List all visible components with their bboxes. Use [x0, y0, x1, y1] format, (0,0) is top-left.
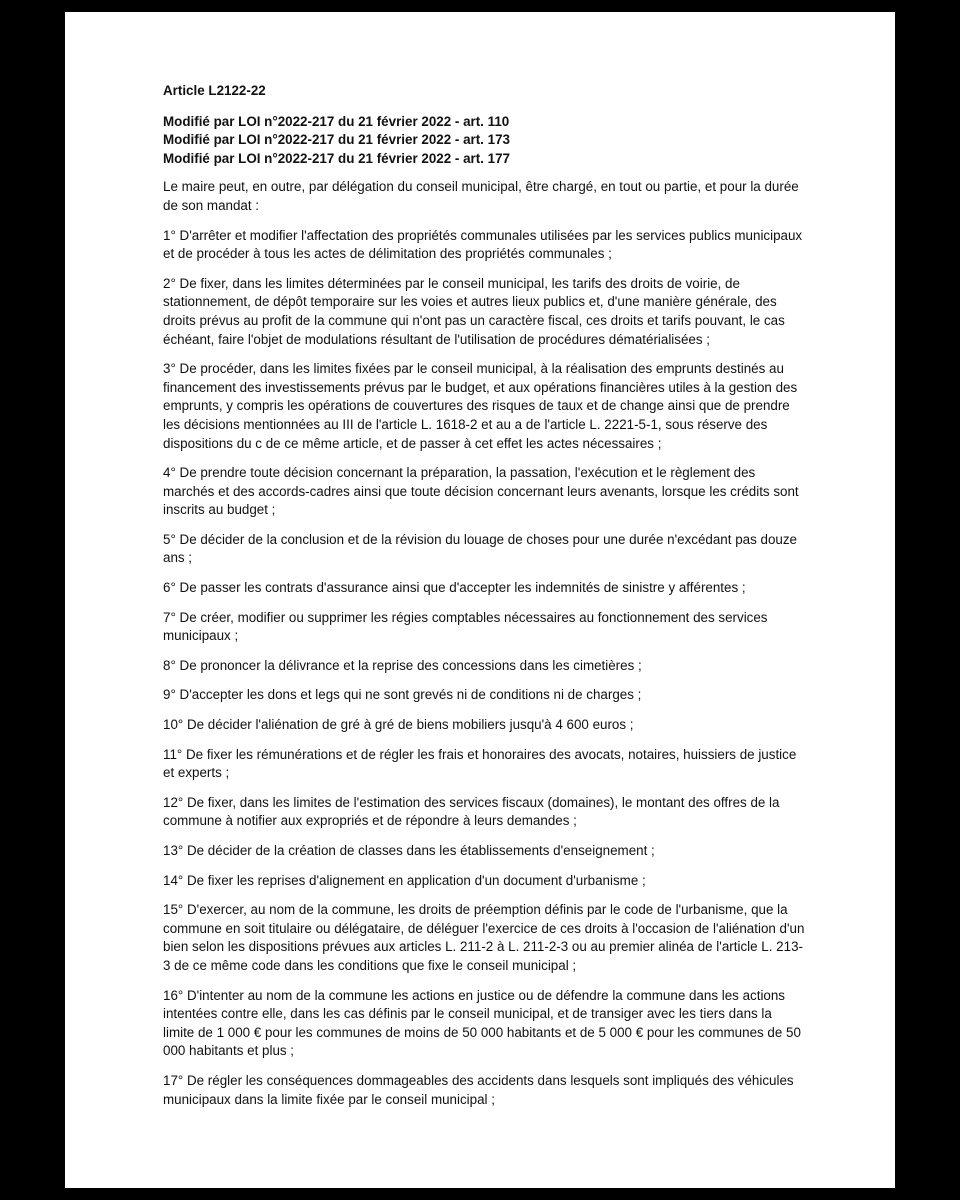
item-paragraph-14: 14° De fixer les reprises d'alignement en application d'un document d'urbanisme ; — [163, 872, 646, 888]
item-paragraph-10: 10° De décider l'aliénation de gré à gré de biens mobiliers jusqu'à 4 600 euros ; — [163, 717, 634, 733]
item-paragraph-6: 6° De passer les contrats d'assurance ainsi que d'accepter les indemnités de sinistre y afférentes ; — [163, 580, 746, 596]
item-paragraph-3: 3° De procéder, dans les limites fixées par le conseil municipal, à la réalisation des emprunts destinés au financement des investissements prévus par le budget, et aux opérations financières utiles à la gestion des emprunts, y compris les opérations de couvertures des risques de taux et de change ainsi que de prendre les décisions mentionnées au III de l'article L. 1618-2 et au a de l'article L. 2221-5-1, sous réserve des dispositions du c de ce même article, et de passer à cet effet les actes nécessaires ; — [163, 361, 798, 451]
intro-paragraph: Le maire peut, en outre, par délégation du conseil municipal, être chargé, en tout ou partie, et pour la durée de son mandat : — [163, 179, 799, 213]
article-title: Article L2122-22 — [163, 83, 266, 98]
modification-list — [163, 113, 805, 169]
item-paragraph-12: 12° De fixer, dans les limites de l'estimation des services fiscaux (domaines), le montant des offres de la commune à notifier aux expropriés et de répondre à leurs demandes ; — [163, 794, 780, 829]
item-paragraph-2: 2° De fixer, dans les limites déterminées par le conseil municipal, les tarifs des droits de voirie, de stationnement, de dépôt temporaire sur les voies et autres lieux publics et, d'une manière générale, des droits prévus au profit de la commune qui n'ont pas un caractère fiscal, ces droits et tarifs pouvant, le cas échéant, faire l'objet de modulations résultant de l'utilisation de procédures dématérialisées ; — [163, 275, 785, 347]
item-paragraph-13: 13° De décider de la création de classes dans les établissements d'enseignement ; — [163, 843, 655, 858]
item-paragraph-5: 5° De décider de la conclusion et de la révision du louage de choses pour une durée n'excédant pas douze ans ; — [163, 531, 797, 566]
modification-line: Modifié par LOI n°2022-217 du 21 février 2022 - art. 110 — [163, 113, 510, 129]
item-paragraph-9: 9° D'accepter les dons et legs qui ne sont grevés ni de conditions ni de charges ; — [163, 687, 642, 703]
modification-line: Modifié par LOI n°2022-217 du 21 février 2022 - art. 173 — [163, 132, 510, 148]
item-paragraph-17: 17° De régler les conséquences dommageables des accidents dans lesquels sont impliqués des véhicules municipaux dans la limite fixée par le conseil municipal ; — [163, 1072, 794, 1107]
document-content — [163, 82, 805, 1109]
item-paragraph-7: 7° De créer, modifier ou supprimer les régies comptables nécessaires au fonctionnement des services municipaux ; — [163, 609, 768, 644]
item-paragraph-1: 1° D'arrêter et modifier l'affectation des propriétés communales utilisées par les services publics municipaux et de procéder à tous les actes de délimitation des propriétés communales ; — [163, 227, 803, 262]
item-paragraph-8: 8° De prononcer la délivrance et la reprise des concessions dans les cimetières ; — [163, 657, 642, 673]
modification-line: Modifié par LOI n°2022-217 du 21 février 2022 - art. 177 — [163, 150, 510, 166]
item-paragraph-4: 4° De prendre toute décision concernant la préparation, la passation, l'exécution et le règlement des marchés et des accords-cadres ainsi que toute décision concernant leurs avenants, lorsque les crédits sont inscrits au budget ; — [163, 465, 799, 518]
document-page — [65, 12, 895, 1188]
item-paragraph-11: 11° De fixer les rémunérations et de régler les frais et honoraires des avocats, notaires, huissiers de justice et experts ; — [163, 746, 797, 781]
item-paragraph-16: 16° D'intenter au nom de la commune les actions en justice ou de défendre la commune dans les actions intentées contre elle, dans les cas définis par le conseil municipal, et de transiger avec les tiers dans la limite de 1 000 € pour les communes de moins de 50 000 habitants et de 5 000 € pour les communes de 50 000 habitants et plus ; — [163, 987, 801, 1059]
item-paragraph-15: 15° D'exercer, au nom de la commune, les droits de préemption définis par le code de l'urbanisme, que la commune en soit titulaire ou délégataire, de déléguer l'exercice de ces droits à l'occasion de l'aliénation d'un bien selon les dispositions prévues aux articles L. 211-2 à L. 211-2-3 ou au premier alinéa de l'article L. 213-3 de ce même code dans les conditions que fixe le conseil municipal ; — [163, 902, 805, 973]
